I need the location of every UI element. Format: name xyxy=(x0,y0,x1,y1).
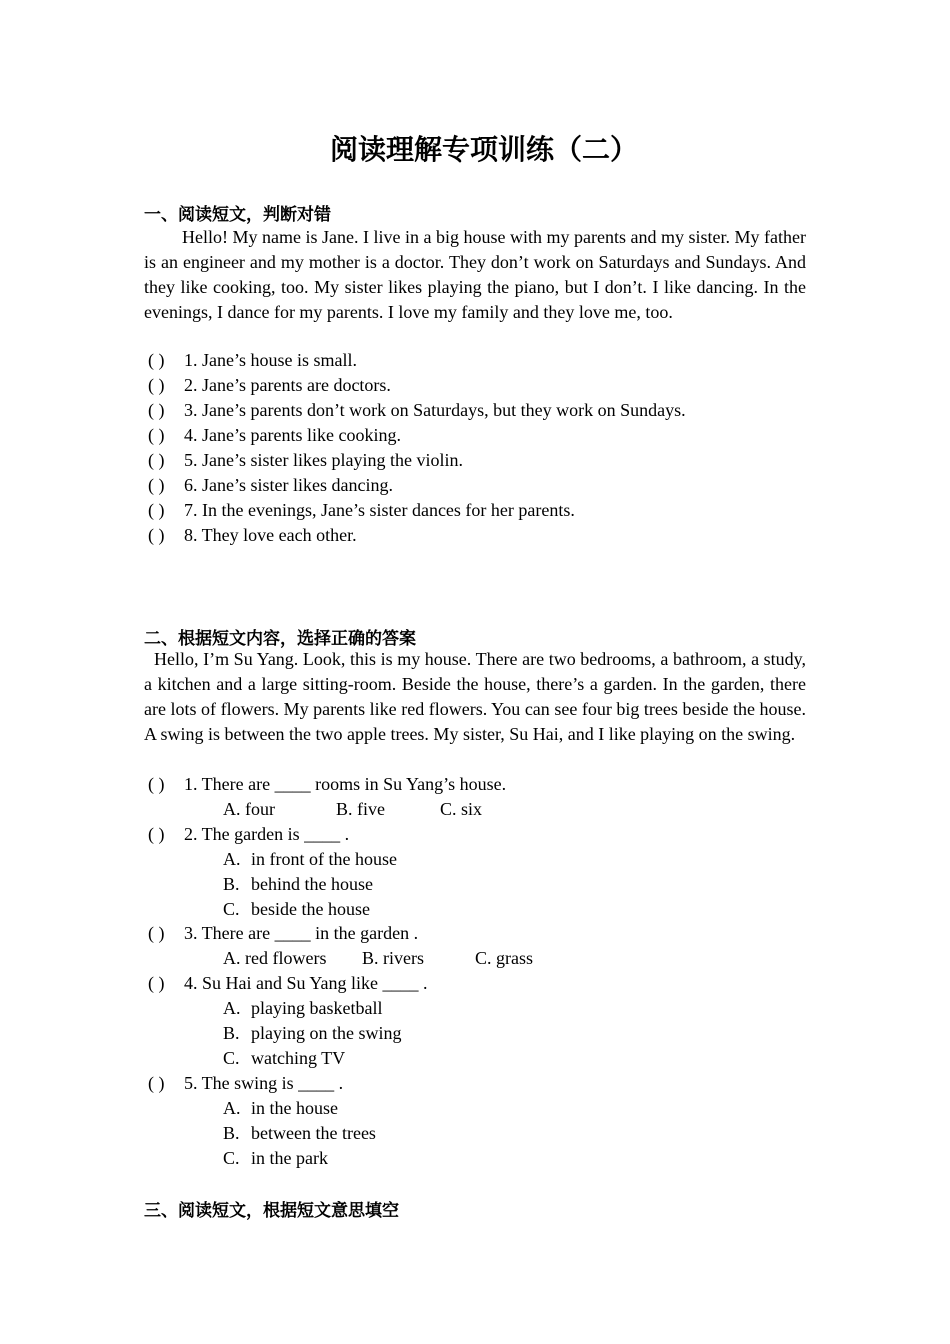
option-text: beside the house xyxy=(251,899,370,919)
option-text: in the park xyxy=(251,1148,328,1168)
option-text: four xyxy=(245,799,275,819)
option-text: behind the house xyxy=(251,874,373,894)
option-b[interactable] xyxy=(223,872,373,897)
tf-item-text: 8. They love each other. xyxy=(184,525,357,545)
answer-blank[interactable]: ( ) xyxy=(148,774,165,794)
option-text: five xyxy=(357,799,385,819)
section1-heading: 一、阅读短文，判断对错 xyxy=(144,205,331,225)
tf-item-2 xyxy=(148,373,391,398)
option-text: red flowers xyxy=(245,948,327,968)
question-text: 5. The swing is ____ . xyxy=(184,1073,344,1093)
option-letter: C. xyxy=(223,899,240,919)
option-letter: C. xyxy=(223,1148,240,1168)
option-letter: B. xyxy=(362,948,379,968)
option-c[interactable] xyxy=(223,1146,328,1171)
option-letter: A. xyxy=(223,849,241,869)
answer-blank[interactable]: ( ) xyxy=(148,824,165,844)
option-a[interactable] xyxy=(223,946,326,971)
option-text: grass xyxy=(496,948,534,968)
option-b[interactable] xyxy=(362,946,424,971)
option-c[interactable] xyxy=(440,797,482,822)
tf-item-text: 4. Jane’s parents like cooking. xyxy=(184,425,401,445)
answer-blank[interactable]: ( ) xyxy=(148,350,165,370)
option-letter: A. xyxy=(223,1098,241,1118)
page-title: 阅读理解专项训练（二） xyxy=(329,133,638,166)
tf-item-1 xyxy=(148,348,357,373)
option-text: rivers xyxy=(383,948,424,968)
option-letter: C. xyxy=(223,1048,240,1068)
option-b[interactable] xyxy=(336,797,385,822)
section3-heading: 三、阅读短文，根据短文意思填空 xyxy=(144,1201,399,1221)
option-text: playing on the swing xyxy=(251,1023,402,1043)
tf-item-text: 5. Jane’s sister likes playing the violin. xyxy=(184,450,463,470)
mc-question-3 xyxy=(148,921,418,946)
mc-question-5 xyxy=(148,1071,343,1096)
answer-blank[interactable]: ( ) xyxy=(148,973,165,993)
answer-blank[interactable]: ( ) xyxy=(148,1073,165,1093)
option-letter: B. xyxy=(223,874,240,894)
answer-blank[interactable]: ( ) xyxy=(148,475,165,495)
tf-item-text: 2. Jane’s parents are doctors. xyxy=(184,375,391,395)
section2-passage: Hello, I’m Su Yang. Look, this is my house. There are two bedrooms, a bathroom, a study, a kitchen and a large sitting-room. Beside the house, there’s a garden. In the garden, there are lots of flowers. My parents like red flowers. You can see four big trees beside the house. A swing is between the two apple trees. My sister, Su Hai, and I like playing on the swing. xyxy=(144,649,806,744)
mc-question-4 xyxy=(148,971,428,996)
tf-item-3 xyxy=(148,398,686,423)
option-letter: B. xyxy=(336,799,353,819)
option-letter: C. xyxy=(440,799,457,819)
section2-heading: 二、根据短文内容，选择正确的答案 xyxy=(144,629,416,649)
option-text: between the trees xyxy=(251,1123,376,1143)
option-text: in front of the house xyxy=(251,849,397,869)
answer-blank[interactable]: ( ) xyxy=(148,450,165,470)
option-letter: B. xyxy=(223,1023,240,1043)
tf-item-text: 3. Jane’s parents don’t work on Saturdays, but they work on Sundays. xyxy=(184,400,686,420)
option-c[interactable] xyxy=(223,897,370,922)
answer-blank[interactable]: ( ) xyxy=(148,525,165,545)
tf-item-7 xyxy=(148,498,575,523)
option-a[interactable] xyxy=(223,1096,338,1121)
option-b[interactable] xyxy=(223,1121,376,1146)
answer-blank[interactable]: ( ) xyxy=(148,425,165,445)
option-letter: B. xyxy=(223,1123,240,1143)
tf-item-text: 1. Jane’s house is small. xyxy=(184,350,357,370)
section1-passage: Hello! My name is Jane. I live in a big house with my parents and my sister. My father is an engineer and my mother is a doctor. They don’t work on Saturdays and Sundays. And they like cooking, too. My sister likes playing the piano, but I don’t. I like dancing. In the evenings, I dance for my parents. I love my family and they love me, too. xyxy=(144,227,806,322)
option-a[interactable] xyxy=(223,996,382,1021)
option-letter: A. xyxy=(223,799,241,819)
option-text: playing basketball xyxy=(251,998,383,1018)
option-text: six xyxy=(461,799,483,819)
mc-question-2 xyxy=(148,822,349,847)
tf-item-8 xyxy=(148,523,357,548)
question-text: 1. There are ____ rooms in Su Yang’s house. xyxy=(184,774,507,794)
question-text: 3. There are ____ in the garden . xyxy=(184,923,419,943)
tf-item-4 xyxy=(148,423,401,448)
answer-blank[interactable]: ( ) xyxy=(148,923,165,943)
option-letter: A. xyxy=(223,948,241,968)
option-letter: A. xyxy=(223,998,241,1018)
tf-item-5 xyxy=(148,448,463,473)
option-a[interactable] xyxy=(223,847,397,872)
mc-question-1 xyxy=(148,772,506,797)
option-a[interactable] xyxy=(223,797,275,822)
answer-blank[interactable]: ( ) xyxy=(148,400,165,420)
option-text: in the house xyxy=(251,1098,338,1118)
question-text: 2. The garden is ____ . xyxy=(184,824,350,844)
tf-item-text: 7. In the evenings, Jane’s sister dances for her parents. xyxy=(184,500,575,520)
question-text: 4. Su Hai and Su Yang like ____ . xyxy=(184,973,428,993)
answer-blank[interactable]: ( ) xyxy=(148,375,165,395)
option-text: watching TV xyxy=(251,1048,346,1068)
tf-item-text: 6. Jane’s sister likes dancing. xyxy=(184,475,393,495)
option-c[interactable] xyxy=(223,1046,345,1071)
tf-item-6 xyxy=(148,473,393,498)
option-letter: C. xyxy=(475,948,492,968)
answer-blank[interactable]: ( ) xyxy=(148,500,165,520)
option-b[interactable] xyxy=(223,1021,402,1046)
option-c[interactable] xyxy=(475,946,533,971)
